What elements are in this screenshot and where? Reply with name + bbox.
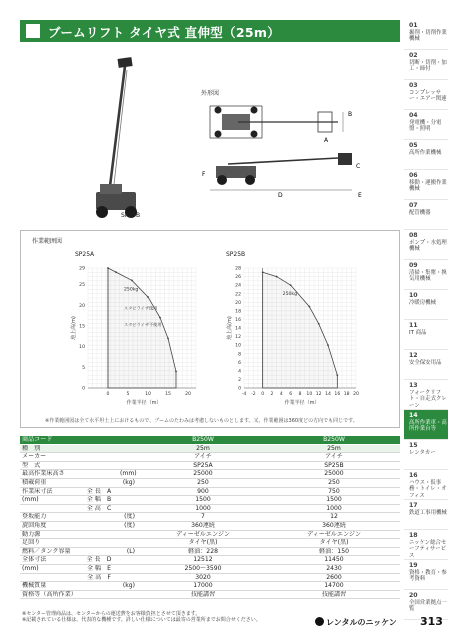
work-range-chart-sp25b: [226, 258, 360, 408]
sidebar-item-number: 06: [409, 172, 418, 179]
sidebar-item-label: 配管機器: [409, 209, 431, 216]
envelope-point: [290, 284, 292, 286]
sidebar-item-06[interactable]: [404, 170, 448, 200]
spec-value-sp25b: B250W: [268, 436, 400, 444]
x-tick-label: 18: [343, 392, 350, 397]
y-tick-label: 0: [82, 386, 85, 392]
spec-unit: [118, 504, 138, 513]
sidebar-item-label: ニッケン総合セーフティサービス: [409, 539, 447, 559]
sidebar-item-label: 切断・切削・加工・締付: [409, 59, 447, 73]
y-tick-label: 25: [79, 283, 85, 289]
spec-row: [20, 470, 400, 479]
envelope-point: [318, 323, 320, 325]
chart-a-label: SP25A: [75, 251, 95, 258]
spec-unit: [118, 573, 138, 582]
sidebar-item-label: フォークリフト・自走式クレーン: [409, 389, 447, 409]
spec-row: [20, 530, 400, 539]
sidebar-item-label: コンプレッサー・エアー関連: [409, 89, 447, 103]
spec-label: [20, 504, 80, 513]
spec-value-sp25b: 2430: [268, 564, 400, 573]
spec-value-sp25a: ディーゼルエンジン: [138, 530, 268, 539]
sidebar-item-19[interactable]: [404, 560, 448, 590]
sidebar-item-10[interactable]: [404, 290, 448, 320]
spec-value-sp25a: 900: [138, 487, 268, 496]
envelope-point: [175, 371, 177, 373]
dim-d-label: D: [278, 192, 283, 198]
envelope-point: [276, 276, 278, 278]
sidebar-item-number: 02: [409, 52, 418, 59]
outline-drawing-label: 外形図: [201, 90, 220, 97]
spec-row: [20, 590, 400, 599]
sidebar-item-label: 発電機・分電盤・照明: [409, 119, 442, 133]
envelope-point: [327, 344, 329, 346]
spec-row: [20, 436, 400, 444]
spec-label: 資格等（高所作業）: [20, 590, 80, 599]
sidebar-item-label: 安全保安用品: [409, 359, 442, 366]
sidebar-item-number: 04: [409, 112, 418, 119]
spec-sublabel: 全 長 A: [80, 487, 118, 496]
y-tick-label: 4: [238, 369, 241, 375]
sidebar-item-number: 18: [409, 532, 418, 539]
x-tick-label: 8: [298, 392, 302, 397]
spec-unit: [118, 453, 138, 462]
spec-row: [20, 556, 400, 565]
sidebar-item-number: 16: [409, 472, 418, 479]
y-tick-label: 0: [238, 386, 241, 392]
spec-value-sp25b: タイヤ(黒): [268, 539, 400, 548]
sidebar-item-03[interactable]: [404, 80, 448, 110]
spec-label: メーカー: [20, 453, 80, 462]
spec-value-sp25a: 2500～3590: [138, 564, 268, 573]
x-tick-label: 14: [325, 392, 331, 397]
sidebar-item-label: 冷暖房機械: [409, 299, 436, 306]
sidebar-item-number: 12: [409, 352, 418, 359]
sidebar-item-number: 11: [409, 322, 418, 329]
sidebar-item-number: 01: [409, 22, 418, 29]
spec-value-sp25a: 軽油：228: [138, 547, 268, 556]
spec-row: [20, 461, 400, 470]
spec-label: 作業床寸法: [20, 487, 80, 496]
spec-row: [20, 453, 400, 462]
spec-label: 燃料／タンク容量: [20, 547, 80, 556]
spec-label: 機械質量: [20, 582, 80, 591]
y-tick-label: 10: [235, 343, 241, 349]
sidebar-item-number: 07: [409, 202, 418, 209]
envelope-point: [115, 271, 117, 273]
spec-sublabel: 全 高 F: [80, 573, 118, 582]
spec-row: [20, 582, 400, 591]
spec-label: 動力源: [20, 530, 80, 539]
category-sidebar: [404, 20, 448, 620]
y-tick-label: 14: [235, 326, 241, 332]
footer-notes: [22, 611, 261, 624]
spec-value-sp25b: 750: [268, 487, 400, 496]
spec-sublabel: [80, 444, 118, 453]
spec-label: 旋回角度: [20, 521, 80, 530]
spec-unit: [118, 496, 138, 505]
y-tick-label: 29: [79, 266, 85, 272]
spec-unit: (度): [118, 521, 138, 530]
spec-label: 足回り: [20, 539, 80, 548]
spec-sublabel: [80, 513, 118, 522]
x-tick-label: 10: [145, 392, 151, 397]
sidebar-item-label: ハウス・仮事務・トイレ・オフィス: [409, 479, 447, 499]
y-tick-label: 28: [235, 266, 241, 272]
spec-sublabel: [80, 590, 118, 599]
envelope-point: [167, 337, 169, 339]
spec-value-sp25a: 3020: [138, 573, 268, 582]
y-tick-label: 18: [235, 309, 241, 315]
spec-row: [20, 504, 400, 513]
sidebar-item-number: 10: [409, 292, 418, 299]
sidebar-item-label: レンタカー: [409, 449, 436, 456]
load-label: 250kg: [124, 287, 139, 293]
spec-sublabel: [80, 547, 118, 556]
spec-value-sp25b: 25000: [268, 470, 400, 479]
spec-sublabel: [80, 521, 118, 530]
spec-row: [20, 539, 400, 548]
spec-row: [20, 521, 400, 530]
outline-drawing: [198, 98, 378, 198]
spec-sublabel: 全 高 C: [80, 504, 118, 513]
brand-mark-icon: [315, 617, 324, 626]
spec-value-sp25b: SP25B: [268, 461, 400, 470]
y-tick-label: 12: [235, 335, 241, 341]
x-tick-label: 0: [106, 392, 110, 397]
spec-value-sp25b: アイチ: [268, 453, 400, 462]
sidebar-item-15[interactable]: [404, 440, 448, 470]
sidebar-item-label: 清掃・集塵・換気用機械: [409, 269, 447, 283]
sidebar-item-16[interactable]: [404, 470, 448, 500]
footer-note-2: ※記載されている仕様は、代表的な機種です。詳しい仕様については最寄の営業所までお問合せください。: [22, 617, 261, 624]
spec-value-sp25a: アイチ: [138, 453, 268, 462]
spec-row: [20, 478, 400, 487]
dim-e-label: E: [358, 192, 362, 198]
spec-unit: [118, 556, 138, 565]
spec-sublabel: 全 幅 B: [80, 496, 118, 505]
spec-value-sp25b: 360連続: [268, 521, 400, 530]
envelope-point: [159, 317, 161, 319]
spec-sublabel: 全 幅 E: [80, 564, 118, 573]
x-tick-label: -2: [251, 392, 256, 397]
sidebar-item-label: 全国営業拠点一覧: [409, 599, 447, 613]
spec-sublabel: [80, 539, 118, 548]
y-tick-label: 8: [238, 352, 241, 358]
spec-value-sp25b: 11450: [268, 556, 400, 565]
spec-sublabel: [80, 436, 118, 444]
spec-unit: [118, 564, 138, 573]
spec-value-sp25a: 250: [138, 478, 268, 487]
envelope-point: [336, 374, 338, 376]
x-tick-label: 15: [165, 392, 171, 397]
spec-label: 全体寸法: [20, 556, 80, 565]
y-axis-title: 地上高(m): [227, 316, 233, 340]
spec-value-sp25a: 12512: [138, 556, 268, 565]
spec-row: [20, 444, 400, 453]
spec-sublabel: [80, 461, 118, 470]
spec-unit: [118, 530, 138, 539]
spec-value-sp25b: 1500: [268, 496, 400, 505]
spec-value-sp25b: 14700: [268, 582, 400, 591]
sidebar-item-01[interactable]: [404, 20, 448, 50]
x-tick-label: 0: [261, 392, 265, 397]
sidebar-item-label: 高所作業車・高所作業台等: [409, 419, 447, 433]
spec-unit: [118, 539, 138, 548]
y-tick-label: 10: [79, 345, 85, 351]
sidebar-item-label: ポンプ・水処理機械: [409, 239, 447, 253]
work-range-chart-sp25a: [70, 258, 200, 408]
sidebar-item-number: 03: [409, 82, 418, 89]
spec-value-sp25a: SP25A: [138, 461, 268, 470]
spec-label: [20, 573, 80, 582]
sidebar-item-12[interactable]: [404, 350, 448, 380]
brand-logo: [315, 617, 397, 628]
envelope-point: [131, 280, 133, 282]
spec-sublabel: [80, 478, 118, 487]
page-number: 313: [420, 615, 443, 628]
page-header: [20, 20, 400, 42]
dim-b-label: B: [348, 111, 353, 118]
spec-unit: (mm): [120, 470, 137, 478]
footer-note-1: ※センター管理商品は、センターからの運送費をお客様負担とさせて頂きます。: [22, 611, 201, 617]
spec-value-sp25b: 技能講習: [268, 590, 400, 599]
dim-a-label: A: [324, 137, 329, 144]
y-tick-label: 6: [238, 360, 241, 366]
x-tick-label: 20: [185, 392, 191, 397]
page-title: ブームリフト タイヤ式 直伸型（25m）: [48, 25, 280, 40]
sidebar-item-11[interactable]: [404, 320, 448, 350]
sidebar-item-label: 資格・教育・参考資料: [409, 569, 447, 583]
sidebar-item-18[interactable]: [404, 530, 448, 560]
sidebar-item-08[interactable]: [404, 230, 448, 260]
spec-row: [20, 573, 400, 582]
spec-value-sp25b: 軽油：150: [268, 547, 400, 556]
y-tick-label: 22: [235, 292, 241, 298]
sidebar-item-number: 20: [409, 592, 418, 599]
sidebar-item-04[interactable]: [404, 110, 448, 140]
y-tick-label: 20: [79, 303, 85, 309]
annotation-stabilizer-use: スタビライザ使用: [124, 305, 158, 311]
spec-sublabel: [80, 453, 118, 462]
spec-label: 登坂能力: [20, 513, 80, 522]
header-square-icon: [26, 24, 40, 38]
sidebar-item-number: 08: [409, 232, 418, 239]
dim-f-label: F: [202, 171, 206, 178]
y-tick-label: 5: [82, 365, 85, 371]
dim-c-label: C: [356, 163, 361, 170]
chart-b-label: SP25B: [226, 251, 246, 258]
x-tick-label: -4: [241, 392, 247, 397]
spec-value-sp25a: タイヤ(黒): [138, 539, 268, 548]
spec-value-sp25b: 2600: [268, 573, 400, 582]
envelope-point: [262, 271, 264, 273]
spec-value-sp25a: B250W: [138, 436, 268, 444]
spec-value-sp25a: 25000: [138, 470, 268, 479]
x-axis-title: 作業半径（m）: [126, 400, 162, 406]
sidebar-item-number: 09: [409, 262, 418, 269]
y-axis-title: 地上高(m): [71, 316, 77, 340]
sidebar-item-number: 13: [409, 382, 418, 389]
photo-caption: SP25B: [121, 212, 141, 219]
x-tick-label: 6: [289, 392, 293, 397]
sidebar-item-number: 05: [409, 142, 418, 149]
y-tick-label: 26: [235, 275, 241, 281]
spec-row: [20, 564, 400, 573]
sidebar-item-09[interactable]: [404, 260, 448, 290]
spec-label: 種 別: [20, 444, 80, 453]
spec-row: [20, 496, 400, 505]
x-tick-label: 2: [270, 392, 274, 397]
sidebar-item-number: 14: [409, 412, 418, 419]
spec-label: 積載荷重: [20, 478, 80, 487]
sidebar-item-number: 17: [409, 502, 418, 509]
spec-value-sp25a: 7: [138, 513, 268, 522]
brand-name: レンタルのニッケン: [326, 618, 397, 627]
spec-unit: (度): [118, 513, 138, 522]
spec-value-sp25b: 25m: [268, 444, 400, 453]
x-tick-label: 16: [334, 392, 341, 397]
spec-label: (mm): [20, 564, 80, 573]
sidebar-item-label: IT 商品: [409, 329, 427, 336]
sidebar-item-05[interactable]: [404, 140, 448, 170]
sidebar-item-14[interactable]: [404, 410, 448, 440]
spec-row: [20, 547, 400, 556]
boom-lift-side-image: [30, 52, 160, 227]
work-range-note: ※作業範囲図は全て水平坦土上におけるもので、ブームのたわみは考慮しないものとします。又、作業範囲は360度どの方向でも同じです。: [45, 418, 358, 424]
envelope-point: [107, 267, 109, 269]
x-tick-label: 20: [353, 392, 359, 397]
spec-label: 最高作業床高さ: [20, 470, 80, 479]
spec-row: [20, 487, 400, 496]
spec-label: 型 式: [20, 461, 80, 470]
y-tick-label: 16: [235, 318, 241, 324]
spec-value-sp25a: 360連続: [138, 521, 268, 530]
sidebar-item-number: 15: [409, 442, 418, 449]
spec-sublabel: [80, 530, 118, 539]
spec-label: 商品コード: [20, 436, 80, 444]
envelope-point: [147, 296, 149, 298]
spec-value-sp25a: 1500: [138, 496, 268, 505]
spec-unit: (kg): [118, 582, 138, 591]
x-tick-label: 5: [126, 392, 130, 397]
spec-value-sp25a: 25m: [138, 444, 268, 453]
spec-value-sp25a: 17000: [138, 582, 268, 591]
sidebar-item-label: 移動・運搬作業機械: [409, 179, 447, 193]
spec-unit: (L): [118, 547, 138, 556]
spec-value-sp25a: 技能講習: [138, 590, 268, 599]
envelope-point: [308, 306, 310, 308]
spec-value-sp25a: 1000: [138, 504, 268, 513]
spec-sublabel: 全 長 D: [80, 556, 118, 565]
sidebar-item-07[interactable]: [404, 200, 448, 230]
x-tick-label: 12: [315, 392, 322, 397]
spec-value-sp25b: ディーゼルエンジン: [268, 530, 400, 539]
sidebar-item-label: 掘削・切削作業機械: [409, 29, 447, 43]
y-tick-label: 20: [235, 300, 241, 306]
sidebar-item-label: 鉄道工事用機械: [409, 509, 447, 516]
spec-unit: [118, 461, 138, 470]
spec-row: [20, 513, 400, 522]
x-tick-label: 10: [306, 392, 313, 397]
spec-unit: [118, 436, 138, 444]
spec-unit: (kg): [118, 478, 138, 487]
spec-table: [20, 436, 400, 599]
spec-unit: [118, 590, 138, 599]
spec-value-sp25b: 12: [268, 513, 400, 522]
sidebar-item-13[interactable]: [404, 380, 448, 410]
y-tick-label: 2: [238, 378, 241, 384]
spec-sublabel: [80, 582, 118, 591]
sidebar-item-label: 高所作業機械: [409, 149, 442, 156]
x-tick-label: 4: [279, 392, 283, 397]
spec-unit: [118, 487, 138, 496]
sidebar-item-17[interactable]: [404, 500, 448, 530]
spec-label: (mm): [20, 496, 80, 505]
sidebar-item-02[interactable]: [404, 50, 448, 80]
x-axis-title: 作業半径（m）: [284, 400, 320, 406]
annotation-stabilizer-nouse: スタビライザ不使用: [124, 321, 162, 327]
load-label: 250kg: [282, 292, 298, 298]
spec-unit: [118, 444, 138, 453]
sidebar-item-number: 19: [409, 562, 418, 569]
y-tick-label: 15: [79, 324, 85, 330]
work-range-title: 作業範囲図: [32, 238, 63, 245]
spec-value-sp25b: 1000: [268, 504, 400, 513]
spec-value-sp25b: 250: [268, 478, 400, 487]
y-tick-label: 24: [235, 283, 241, 289]
spec-sublabel: [80, 470, 118, 479]
